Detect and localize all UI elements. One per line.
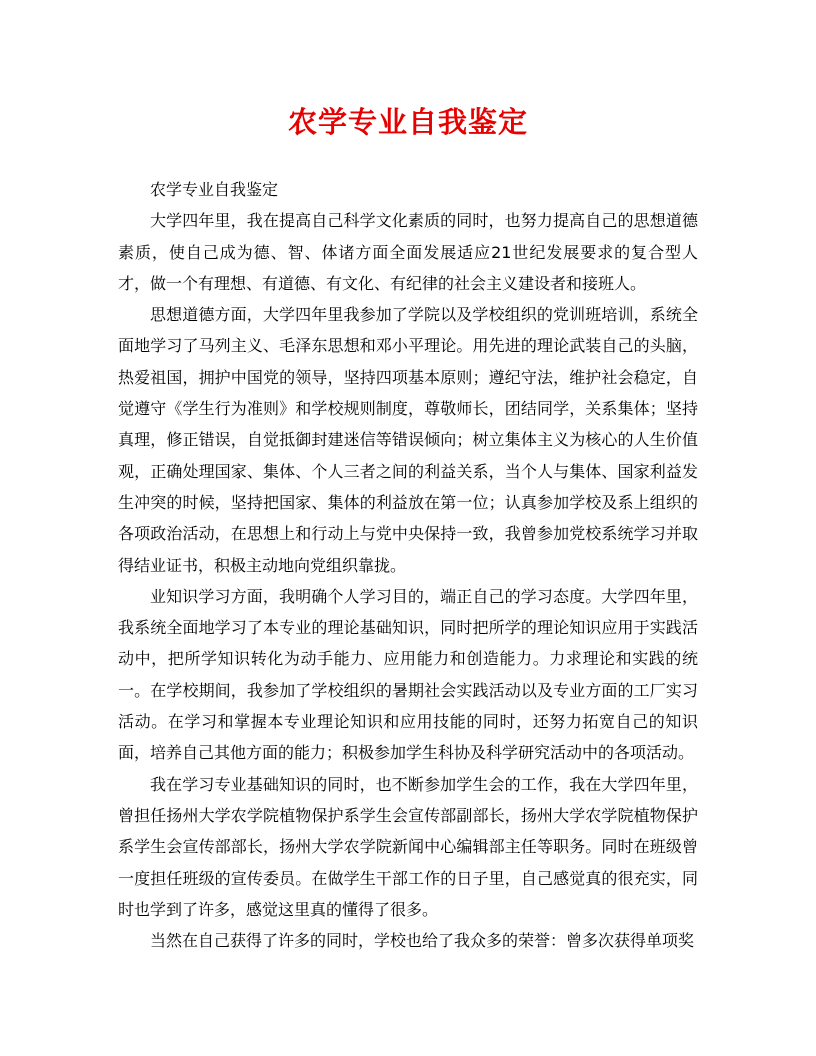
paragraph-ideology: 思想道德方面，大学四年里我参加了学院以及学校组织的党训班培训，系统全面地学习了马列主义、毛泽东思想和邓小平理论。用先进的理论武装自己的头脑，热爱祖国，拥护中国党的领导，坚持四项基本原则；遵纪守法，维护社会稳定，自觉遵守《学生行为准则》和学校规则制度，尊敬师长，团结同学，关系集体；坚持真理，修正错误，自觉抵御封建迷信等错误倾向；树立集体主义为核心的人生价值观，正确处理国家、集体、个人三者之间的利益关系，当个人与集体、国家利益发生冲突的时候，坚持把国家、集体的利益放在第一位；认真参加学校及系上组织的各项政治活动，在思想上和行动上与党中央保持一致，我曾参加党校系统学习并取得结业证书，积极主动地向党组织靠拢。 xyxy=(118,305,698,575)
paragraph-study: 业知识学习方面，我明确个人学习目的，端正自己的学习态度。大学四年里，我系统全面地学习了本专业的理论基础知识，同时把所学的理论知识应用于实践活动中，把所学知识转化为动手能力、应用能力和创造能力。力求理论和实践的统一。在学校期间，我参加了学校组织的暑期社会实践活动以及专业方面的工厂实习活动。在学习和掌握本专业理论知识和应用技能的同时，还努力拓宽自己的知识面，培养自己其他方面的能力；积极参加学生科协及科学研究活动中的各项活动。 xyxy=(118,586,698,763)
paragraph-honors: 当然在自己获得了许多的同时，学校也给了我众多的荣誉：曾多次获得单项奖 xyxy=(150,931,695,951)
document-title: 农学专业自我鉴定 xyxy=(287,105,528,139)
paragraph-intro: 大学四年里，我在提高自己科学文化素质的同时，也努力提高自己的思想道德素质，使自己成为德、智、体诸方面全面发展适应21世纪发展要求的复合型人才，做一个有理想、有道德、有文化、有纪律的社会主义建设者和接班人。 xyxy=(118,211,698,293)
paragraph-heading: 农学专业自我鉴定 xyxy=(150,180,279,199)
paragraph-student-union: 我在学习专业基础知识的同时，也不断参加学生会的工作，我在大学四年里，曾担任扬州大学农学院植物保护系学生会宣传部副部长，扬州大学农学院植物保护系学生会宣传部部长，扬州大学农学院新闻中心编辑部主任等职务。同时在班级曾一度担任班级的宣传委员。在做学生干部工作的日子里，自己感觉真的很充实，同时也学到了许多，感觉这里真的懂得了很多。 xyxy=(118,774,698,919)
document-body xyxy=(118,174,698,956)
